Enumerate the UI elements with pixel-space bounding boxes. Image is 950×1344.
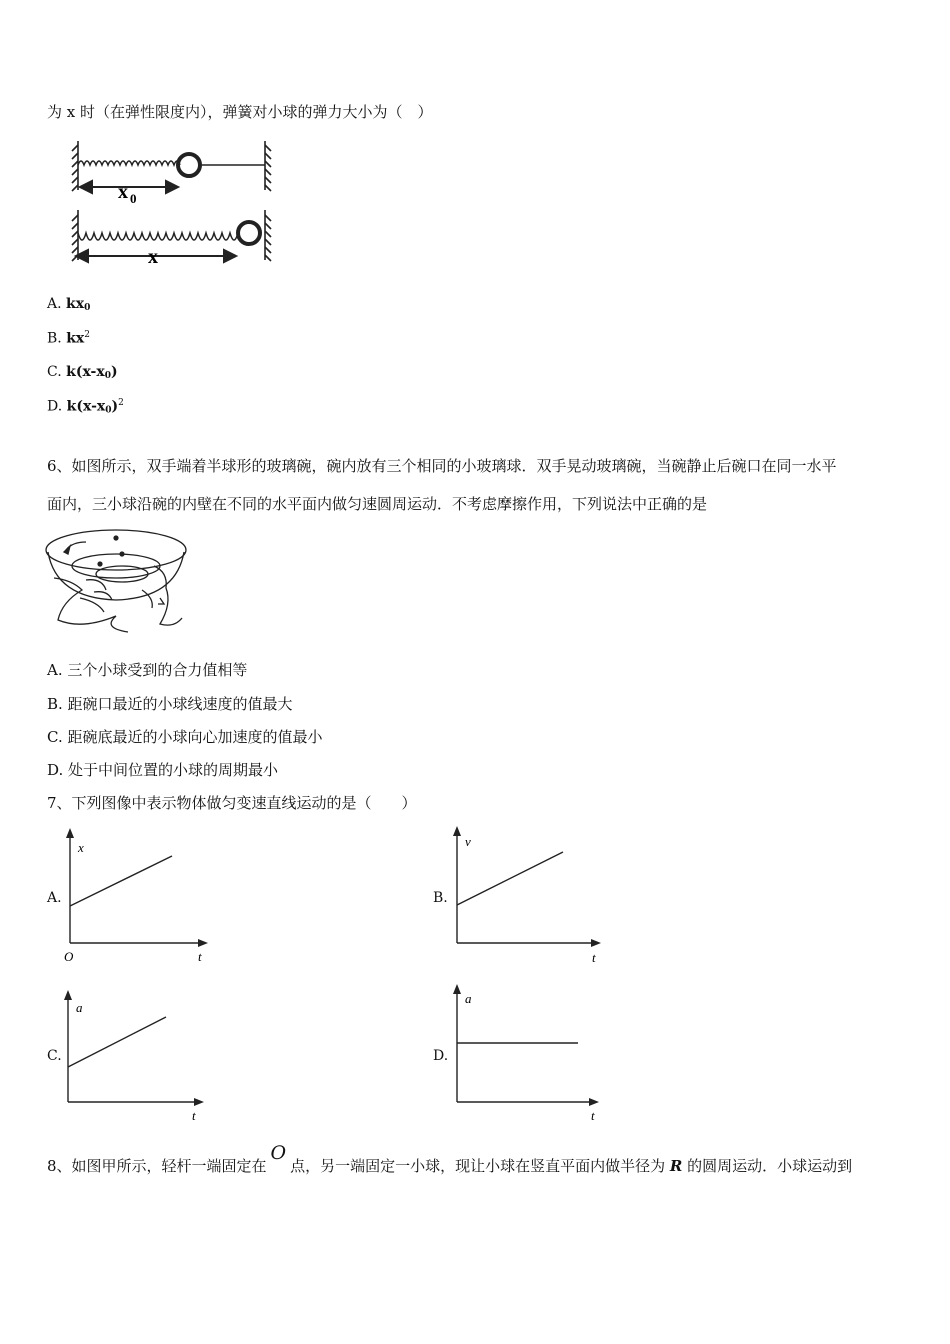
spring-stretched (78, 233, 238, 240)
graph-c-x-label: t (192, 1108, 196, 1123)
wall-right-top (265, 141, 271, 191)
graph-a-origin: O (64, 949, 74, 964)
graph-b-line (457, 852, 563, 905)
graph-a-x-label: t (198, 949, 202, 964)
graph-d-x-label: t (591, 1108, 595, 1123)
x0-arrow (80, 181, 178, 193)
graph-b-y-label: v (465, 834, 471, 849)
x-label: x (148, 246, 158, 268)
graph-a-letter: A. (47, 890, 62, 906)
ball-1 (113, 535, 118, 540)
q5-option-d: D. $k(x-x0)^2$ (47, 398, 124, 416)
q6-stem-line2: 面内，三小球沿碗的内壁在不同的水平面内做匀速圆周运动．不考虑摩擦作用，下列说法中正确的是 (47, 495, 708, 513)
x0-label: x (118, 181, 128, 203)
graph-a-line (70, 856, 172, 906)
q6-option-d: D. 处于中间位置的小球的周期最小 (47, 761, 279, 779)
graph-d-y-label: a (465, 991, 472, 1006)
graph-c (58, 990, 218, 1125)
q5-stem-tail: 为 x 时（在弹性限度内），弹簧对小球的弹力大小为（ ） (47, 103, 433, 121)
ball-bottom (238, 222, 260, 244)
ball-top (178, 154, 200, 176)
graph-c-y-label: a (76, 1000, 83, 1015)
q5-option-c: C. k(x-x0) (47, 364, 118, 381)
ball-2 (119, 551, 124, 556)
graph-c-line (68, 1017, 166, 1067)
wall-left-top (72, 141, 78, 191)
ball-3 (97, 561, 102, 566)
q6-option-c: C. 距碗底最近的小球向心加速度的值最小 (47, 728, 323, 746)
graph-c-letter: C. (47, 1048, 62, 1064)
wall-right-bottom (265, 210, 271, 261)
spring-compressed (78, 161, 180, 165)
q8-point-o: O (270, 1142, 287, 1164)
graph-d (447, 984, 607, 1124)
q6-option-b: B. 距碗口最近的小球线速度的值最大 (47, 695, 293, 713)
graph-a-y-label: x (78, 840, 84, 855)
q5-option-b: B. $kx^2$ (47, 330, 90, 347)
q8-stem: 8、如图甲所示，轻杆一端固定在O点，另一端固定一小球，现让小球在竖直平面内做半径为 R 的圆周运动．小球运动到 (47, 1142, 853, 1175)
x0-subscript: 0 (130, 191, 137, 206)
wall-left-bottom (72, 210, 78, 261)
q6-stem-line1: 6、如图所示，双手端着半球形的玻璃碗，碗内放有三个相同的小玻璃球．双手晃动玻璃碗，当碗静止后碗口在同一水平 (47, 457, 837, 475)
graph-d-letter: D. (433, 1048, 449, 1064)
bowl-hands-figure (42, 528, 187, 636)
graph-b-x-label: t (592, 950, 596, 965)
q8-radius: R (669, 1157, 683, 1175)
graph-a (60, 828, 220, 968)
q5-option-a: A. kx0 (47, 296, 91, 313)
graph-b-letter: B. (433, 890, 448, 906)
q7-stem: 7、下列图像中表示物体做匀变速直线运动的是（ ） (47, 794, 417, 812)
graph-b (447, 826, 607, 968)
spring-figure (68, 135, 283, 270)
q6-option-a: A. 三个小球受到的合力值相等 (47, 661, 248, 679)
